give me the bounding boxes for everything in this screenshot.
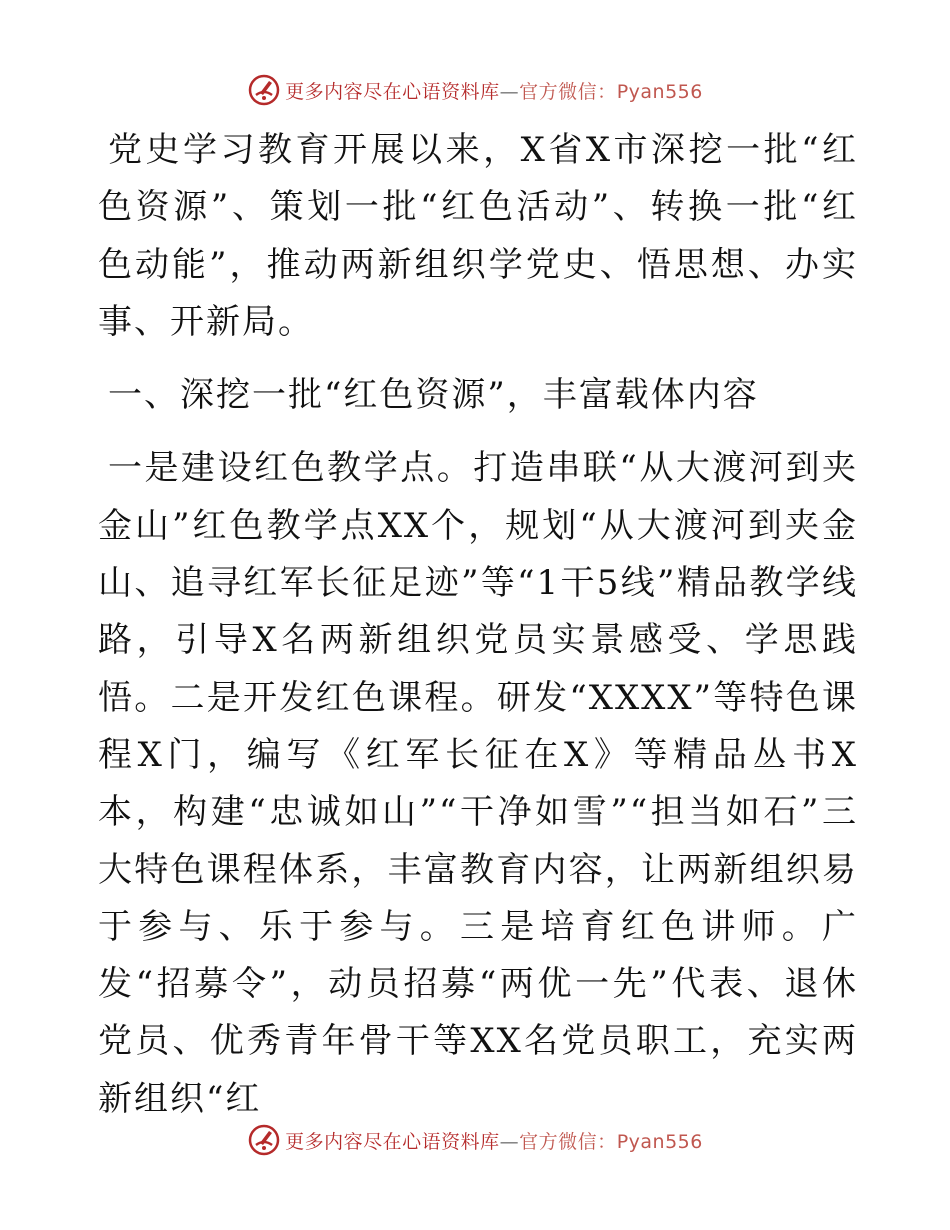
watermark-text: 更多内容尽在心语资料库 bbox=[285, 80, 500, 103]
watermark-separator: — bbox=[499, 1130, 520, 1153]
body-paragraph: 一是建设红色教学点。打造串联“从大渡河到夹金山”红色教学点XX个，规划“从大渡河到夹金山、追寻红军长征足迹”等“1干5线”精品教学线路，引导X名两新组织党员实景感受、学思践悟。二是开发红色课程。研发“XXXX”等特色课程X门，编写《红军长征在X》等精品丛书X本，构建“忠诚如山”“干净如雪”“担当如石”三大特色课程体系，丰富教育内容，让两新组织易于参与、乐于参与。三是培育红色讲师。广发“招募令”，动员招募“两优一先”代表、退休党员、优秀青年骨干等XX名党员职工，充实两新组织“红 bbox=[98, 448, 858, 1119]
wechat-id: Pyan556 bbox=[616, 1130, 703, 1153]
wechat-label: 官方微信： bbox=[519, 80, 617, 103]
section-heading: 一、深挖一批“红色资源”，丰富载体内容 bbox=[108, 375, 759, 416]
header-watermark bbox=[0, 70, 950, 110]
document-body bbox=[98, 122, 858, 1128]
wechat-label: 官方微信： bbox=[519, 1130, 617, 1153]
book-pen-icon bbox=[247, 1123, 281, 1157]
footer-watermark bbox=[0, 1120, 950, 1160]
book-pen-icon bbox=[247, 73, 281, 107]
watermark-separator: — bbox=[499, 80, 520, 103]
wechat-id: Pyan556 bbox=[616, 80, 703, 103]
intro-paragraph: 党史学习教育开展以来，X省X市深挖一批“红色资源”、策划一批“红色活动”、转换一批“红色动能”，推动两新组织学党史、悟思想、办实事、开新局。 bbox=[98, 130, 858, 342]
watermark-text: 更多内容尽在心语资料库 bbox=[285, 1130, 500, 1153]
